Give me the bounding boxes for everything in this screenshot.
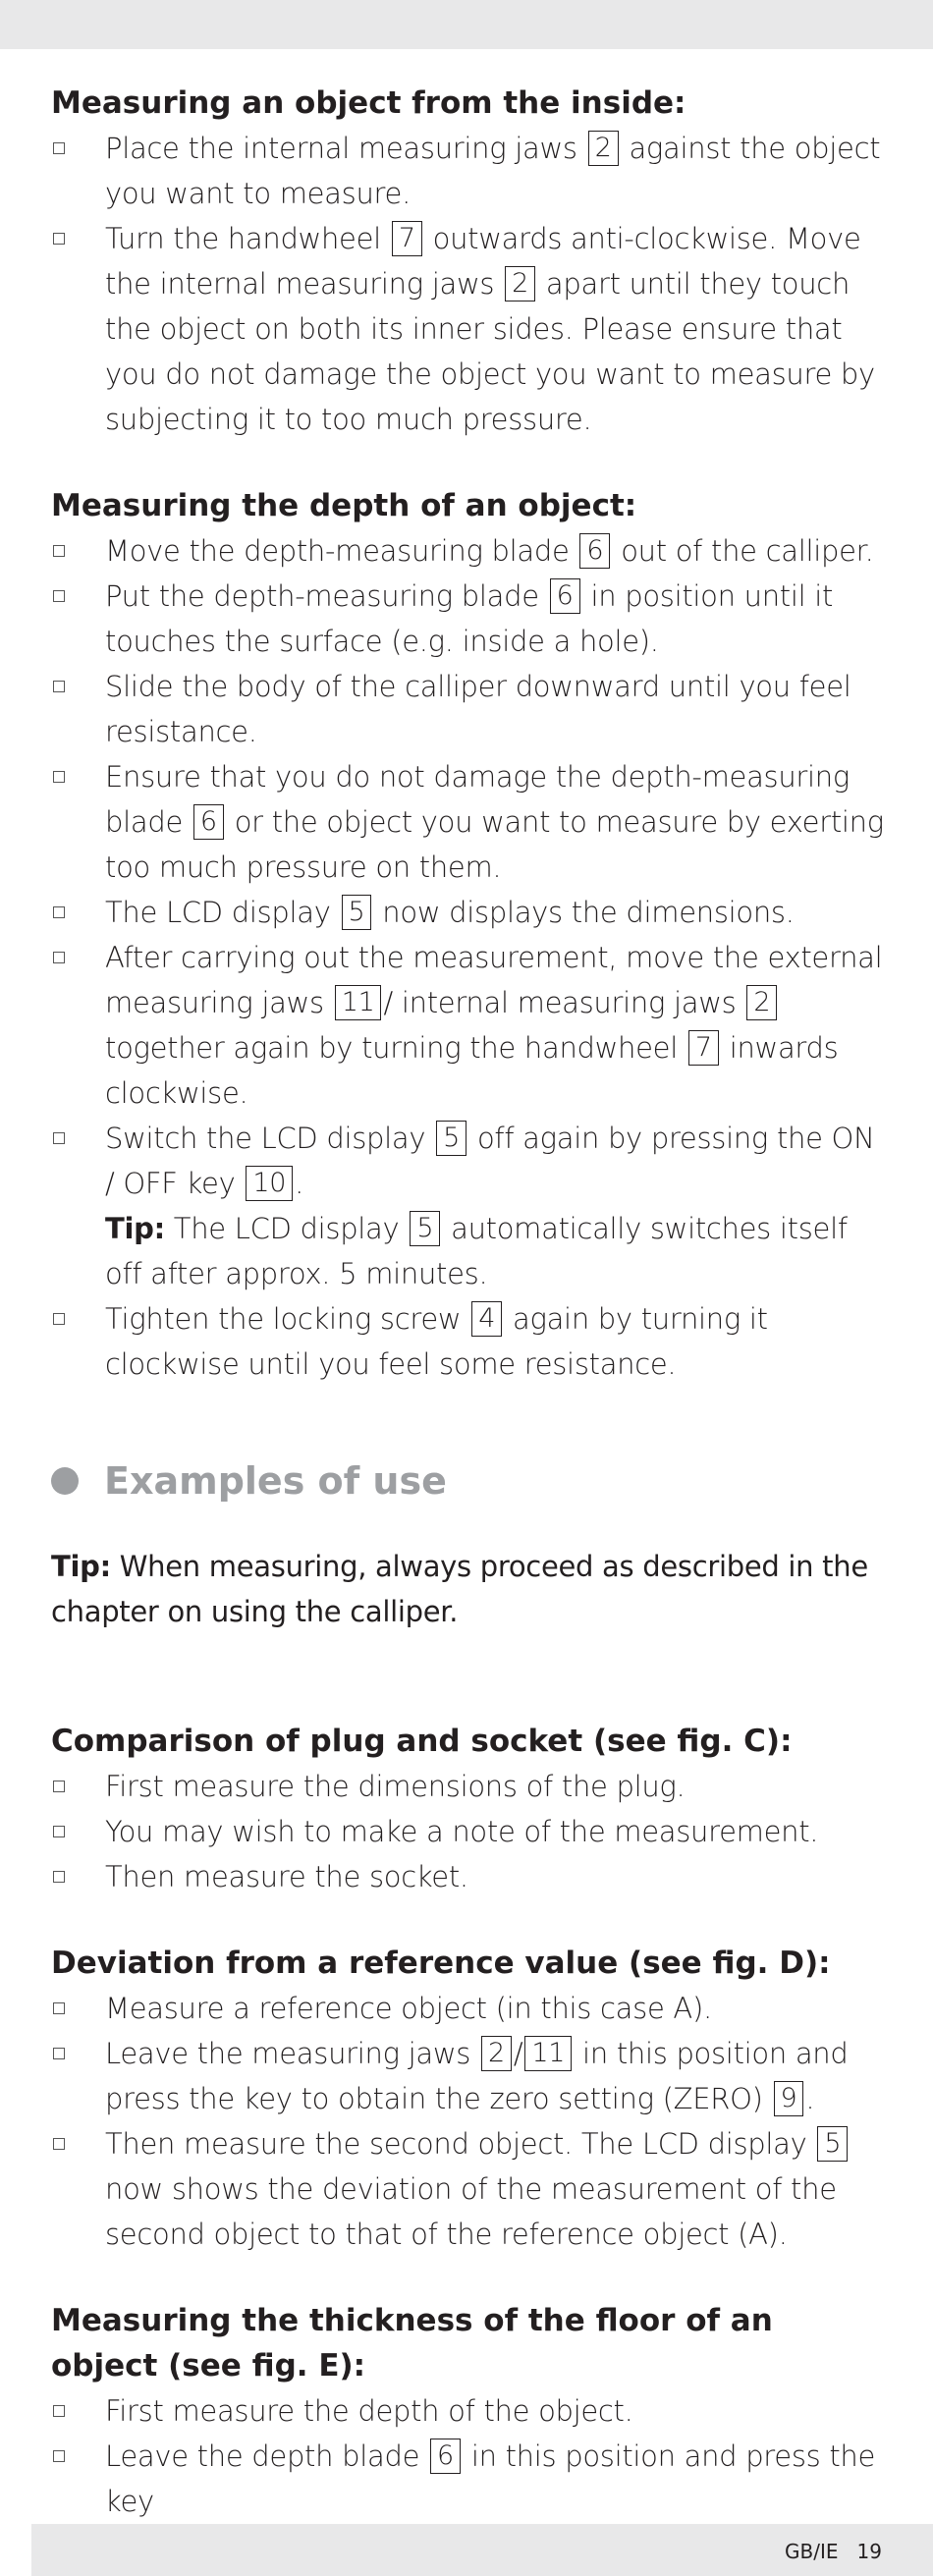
checkbox-bullet-icon — [53, 1313, 65, 1325]
item-text: The LCD display — [164, 1212, 409, 1245]
section-heading — [51, 1453, 886, 1508]
item-text: / — [513, 2037, 523, 2070]
part-number-box: 2 — [588, 131, 619, 166]
checkbox-bullet-icon — [53, 590, 65, 602]
item-text: in position until it touches the surface (e.g. inside a hole). — [105, 579, 834, 658]
item-text: or the object you want to measure by exerting too much pressure on them. — [105, 805, 884, 884]
checkbox-bullet-icon — [53, 545, 65, 557]
tip-label: Tip: — [51, 1550, 111, 1583]
checkbox-bullet-icon — [53, 1132, 65, 1144]
checkbox-bullet-icon — [53, 1781, 65, 1792]
step-list — [51, 1986, 886, 2257]
item-text: Switch the LCD display — [105, 1122, 435, 1155]
item-text: First measure the dimensions of the plug. — [105, 1770, 686, 1803]
item-text: Ensure that you do not damage the depth-measuring blade — [105, 760, 850, 839]
tip-text: When measuring, always proceed as described in the chapter on using the calliper. — [51, 1550, 868, 1628]
item-text: together again by turning the handwheel — [105, 1031, 686, 1065]
item-text: / internal measuring jaws — [383, 986, 745, 1019]
section-title: Measuring the thickness of the floor of an object (see fig. E): — [51, 2303, 773, 2384]
section-measuring-depth — [51, 483, 886, 1387]
item-text: Move the depth-measuring blade — [105, 534, 578, 568]
list-item — [51, 890, 886, 935]
item-text: Then measure the socket. — [105, 1860, 468, 1893]
item-text: Then measure the second object. The LCD display — [105, 2127, 816, 2161]
part-number-box: 5 — [436, 1121, 466, 1156]
item-text: against the object you want to measure. — [105, 132, 881, 210]
section-deviation — [51, 1941, 886, 2257]
part-number-box: 6 — [550, 578, 580, 614]
part-number-box: 7 — [688, 1030, 719, 1066]
list-item — [51, 528, 886, 574]
bullet-dot-icon — [51, 1467, 79, 1495]
item-text: outwards anti-clockwise. Move the internal measuring jaws — [105, 222, 861, 301]
section-title: Measuring an object from the inside: — [51, 85, 686, 121]
page-number: GB/IE 19 — [784, 2540, 882, 2563]
list-item — [51, 1296, 886, 1387]
list-item — [51, 754, 886, 890]
footer-tab — [0, 2524, 31, 2576]
part-number-box: 2 — [481, 2036, 512, 2071]
part-number-box: 5 — [817, 2126, 848, 2162]
step-list — [51, 2388, 886, 2524]
item-text: off again by pressing the ON / OFF key — [105, 1122, 875, 1200]
page-content — [51, 49, 886, 2524]
section-title: Deviation from a reference value (see fig. D): — [51, 1946, 831, 1981]
item-text: Measure a reference object (in this case A). — [105, 1992, 712, 2025]
checkbox-bullet-icon — [53, 1826, 65, 1837]
item-text: again by turning it clockwise until you feel some resistance. — [105, 1302, 768, 1381]
section-plug-socket — [51, 1719, 886, 1899]
item-text: automatically switches itself off after approx. 5 minutes. — [105, 1212, 848, 1290]
item-text: First measure the depth of the object. — [105, 2394, 633, 2428]
item-text: Slide the body of the calliper downward until you feel resistance. — [105, 670, 851, 748]
list-item — [51, 216, 886, 442]
tip-paragraph — [51, 1544, 886, 1634]
list-item — [51, 664, 886, 754]
list-item — [51, 1764, 886, 1809]
top-bar — [0, 0, 933, 49]
section-heading-text: Examples of use — [104, 1459, 447, 1503]
part-number-box: 6 — [430, 2439, 461, 2474]
part-number-box: 6 — [579, 533, 610, 569]
checkbox-bullet-icon — [53, 2405, 65, 2417]
item-text: Tighten the locking screw — [105, 1302, 470, 1336]
section-title: Measuring the depth of an object: — [51, 488, 637, 523]
item-text: After carrying out the measurement, move the external measuring jaws — [105, 941, 883, 1019]
item-text: apart until they touch the object on both its inner sides. Please ensure that you do not damage the object you want to measure by subjecting it to too much pressure. — [105, 267, 875, 436]
list-item — [51, 1116, 886, 1296]
item-text: inwards clockwise. — [105, 1031, 839, 1110]
part-number-box: 11 — [335, 985, 382, 1020]
list-item — [51, 1854, 886, 1899]
section-examples-of-use — [51, 1453, 886, 1634]
checkbox-bullet-icon — [53, 233, 65, 245]
item-text: now displays the dimensions. — [373, 896, 795, 929]
item-text: . — [295, 1167, 304, 1200]
checkbox-bullet-icon — [53, 681, 65, 692]
section-floor-thickness — [51, 2298, 886, 2524]
list-item — [51, 2388, 886, 2434]
tip-label: Tip: — [105, 1212, 165, 1245]
item-text: in this position and press the key to obtain the zero setting (ZERO) — [105, 2037, 849, 2115]
list-item — [51, 2434, 886, 2524]
item-text: now shows the deviation of the measurement of the second object to that of the reference object (A). — [105, 2172, 837, 2251]
list-item — [51, 1986, 886, 2031]
list-item — [51, 2031, 886, 2121]
part-number-box: 11 — [524, 2036, 572, 2071]
step-list — [51, 126, 886, 442]
item-text: Leave the depth blade — [105, 2439, 429, 2473]
item-text: You may wish to make a note of the measurement. — [105, 1815, 819, 1848]
part-number-box: 5 — [410, 1211, 440, 1246]
list-item — [51, 935, 886, 1116]
part-number-box: 10 — [246, 1166, 293, 1201]
page-footer — [0, 2524, 933, 2576]
part-number-box: 2 — [746, 985, 777, 1020]
step-list — [51, 528, 886, 1387]
tip-note — [105, 1206, 886, 1296]
checkbox-bullet-icon — [53, 906, 65, 918]
item-text: Put the depth-measuring blade — [105, 579, 548, 613]
part-number-box: 4 — [471, 1301, 502, 1337]
step-list — [51, 1764, 886, 1899]
item-text: The LCD display — [105, 896, 340, 929]
item-text: in this position and press the key — [105, 2439, 876, 2518]
item-text: . — [805, 2082, 815, 2115]
item-text: Place the internal measuring jaws — [105, 132, 586, 165]
item-text: out of the calliper. — [612, 534, 874, 568]
checkbox-bullet-icon — [53, 952, 65, 963]
list-item — [51, 574, 886, 664]
part-number-box: 7 — [392, 221, 422, 256]
part-number-box: 5 — [342, 895, 372, 930]
part-number-box: 6 — [193, 804, 224, 840]
section-title: Comparison of plug and socket (see fig. C): — [51, 1724, 793, 1759]
part-number-box: 9 — [774, 2081, 804, 2116]
item-text: Leave the measuring jaws — [105, 2037, 479, 2070]
list-item — [51, 2121, 886, 2257]
checkbox-bullet-icon — [53, 771, 65, 783]
checkbox-bullet-icon — [53, 142, 65, 154]
checkbox-bullet-icon — [53, 2002, 65, 2014]
checkbox-bullet-icon — [53, 1871, 65, 1883]
list-item — [51, 1809, 886, 1854]
part-number-box: 2 — [505, 266, 535, 301]
section-measuring-inside — [51, 81, 886, 442]
item-text: Turn the handwheel — [105, 222, 390, 255]
checkbox-bullet-icon — [53, 2048, 65, 2059]
list-item — [51, 126, 886, 216]
checkbox-bullet-icon — [53, 2138, 65, 2150]
checkbox-bullet-icon — [53, 2450, 65, 2462]
